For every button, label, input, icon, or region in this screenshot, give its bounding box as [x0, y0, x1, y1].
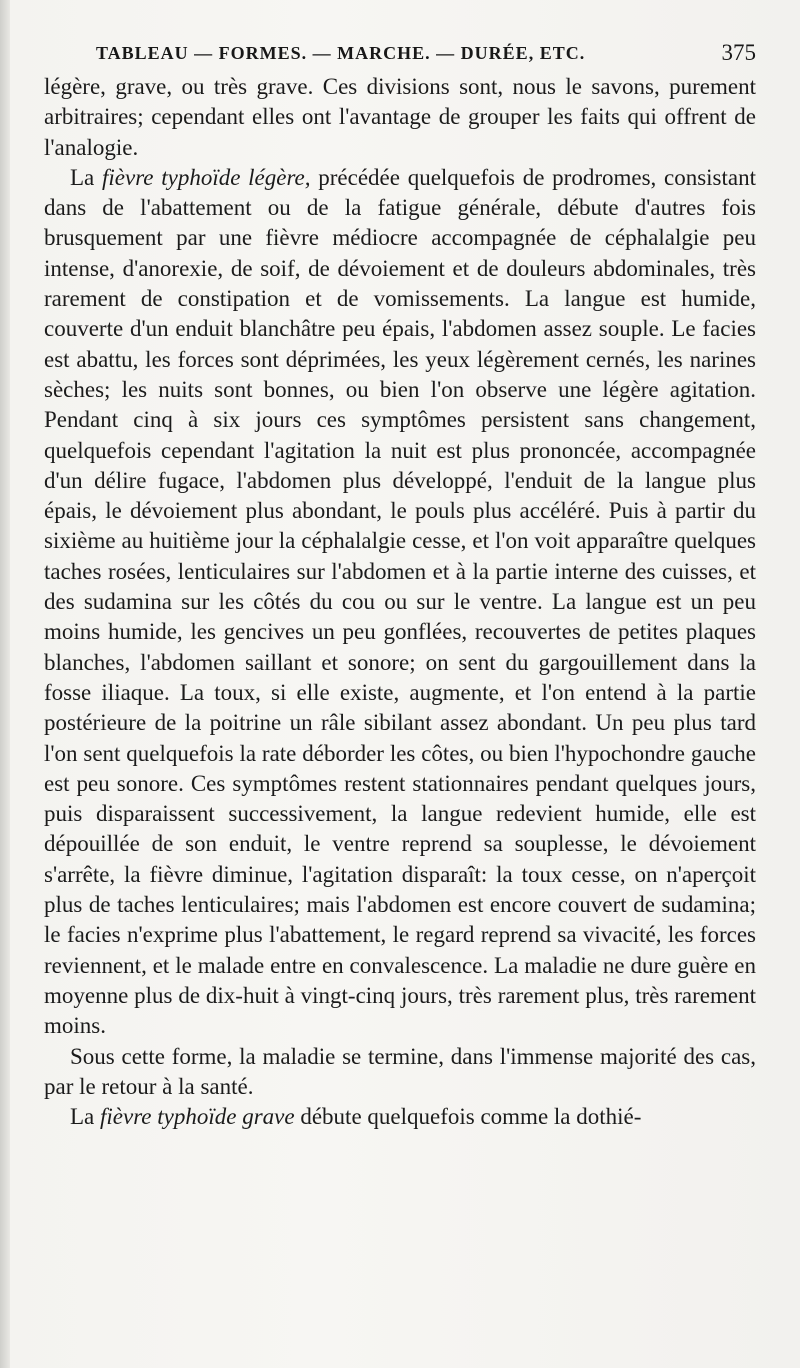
paragraph-continuation [44, 72, 756, 163]
paragraph-emphasis: fièvre typhoïde grave [100, 1104, 295, 1130]
paragraph-text: légère, grave, ou très grave. Ces divisions sont, nous le savons, purement arbitraires; cependant elles ont l'avantage de grouper les faits qui offrent de l'analogie. [44, 74, 756, 160]
paragraph-lead: La [70, 164, 102, 190]
paragraph-lead: La [70, 1104, 101, 1130]
paragraph-text: débute quelquefois comme la dothié- [294, 1104, 642, 1130]
paragraph-emphasis: fièvre typhoïde légère, [102, 164, 311, 190]
paragraph-fievre-grave [44, 1102, 756, 1132]
paragraph-text: Sous cette forme, la maladie se termine, dans l'immense majorité des cas, par le retour à la santé. [44, 1043, 756, 1099]
running-title: TABLEAU — FORMES. — MARCHE. — DURÉE, ETC. [96, 43, 586, 63]
paragraph-terminaison [44, 1042, 756, 1103]
paragraph-text: précédée quelquefois de prodromes, consistant dans de l'abattement ou de la fatigue générale, débute d'autres fois brusquement par une fièvre médiocre accompagnée de céphalalgie peu intense, d'anorexie, de soif, de dévoiement et de douleurs abdominales, très rarement de constipation et de vomissements. La langue est humide, couverte d'un enduit blanchâtre peu épais, l'abdomen assez souple. Le facies est abattu, les forces sont déprimées, les yeux légèrement cernés, les narines sèches; les nuits sont bonnes, ou bien l'on observe une légère agitation. Pendant cinq à six jours ces symptômes persistent sans changement, quelquefois cependant l'agitation la nuit est plus prononcée, accompagnée d'un délire fugace, l'abdomen plus développé, l'enduit de la langue plus épais, le dévoiement plus abondant, le pouls plus accéléré. Puis à partir du sixième au huitième jour la céphalalgie cesse, et l'on voit apparaître quelques taches rosées, lenticulaires sur l'abdomen et à la partie interne des cuisses, et des sudamina sur les côtés du cou ou sur le ventre. La langue est un peu moins humide, les gencives un peu gonflées, recouvertes de petites plaques blanches, l'abdomen saillant et sonore; on sent du gargouillement dans la fosse iliaque. La toux, si elle existe, augmente, et l'on entend à la partie postérieure de la poitrine un râle sibilant assez abondant. Un peu plus tard l'on sent quelquefois la rate déborder les côtes, ou bien l'hypochondre gauche est peu sonore. Ces symptômes restent stationnaires pendant quelques jours, puis disparaissent successivement, la langue redevient humide, elle est dépouillée de son enduit, le ventre reprend sa souplesse, le dévoiement s'arrête, la fièvre diminue, l'agitation disparaît: la toux cesse, on n'aperçoit plus de taches lenticulaires; mais l'abdomen est encore couvert de sudamina; le facies n'exprime plus l'abattement, le regard reprend sa vivacité, les forces reviennent, et le malade entre en convalescence. La maladie ne dure guère en moyenne plus de dix-huit à vingt-cinq jours, très rarement plus, très rarement moins. [44, 164, 756, 1039]
paragraph-fievre-legere [44, 163, 756, 1042]
page-edge-shadow [0, 0, 10, 1368]
body-text [44, 72, 756, 1132]
page-number: 375 [721, 40, 756, 65]
page-header [96, 36, 756, 70]
